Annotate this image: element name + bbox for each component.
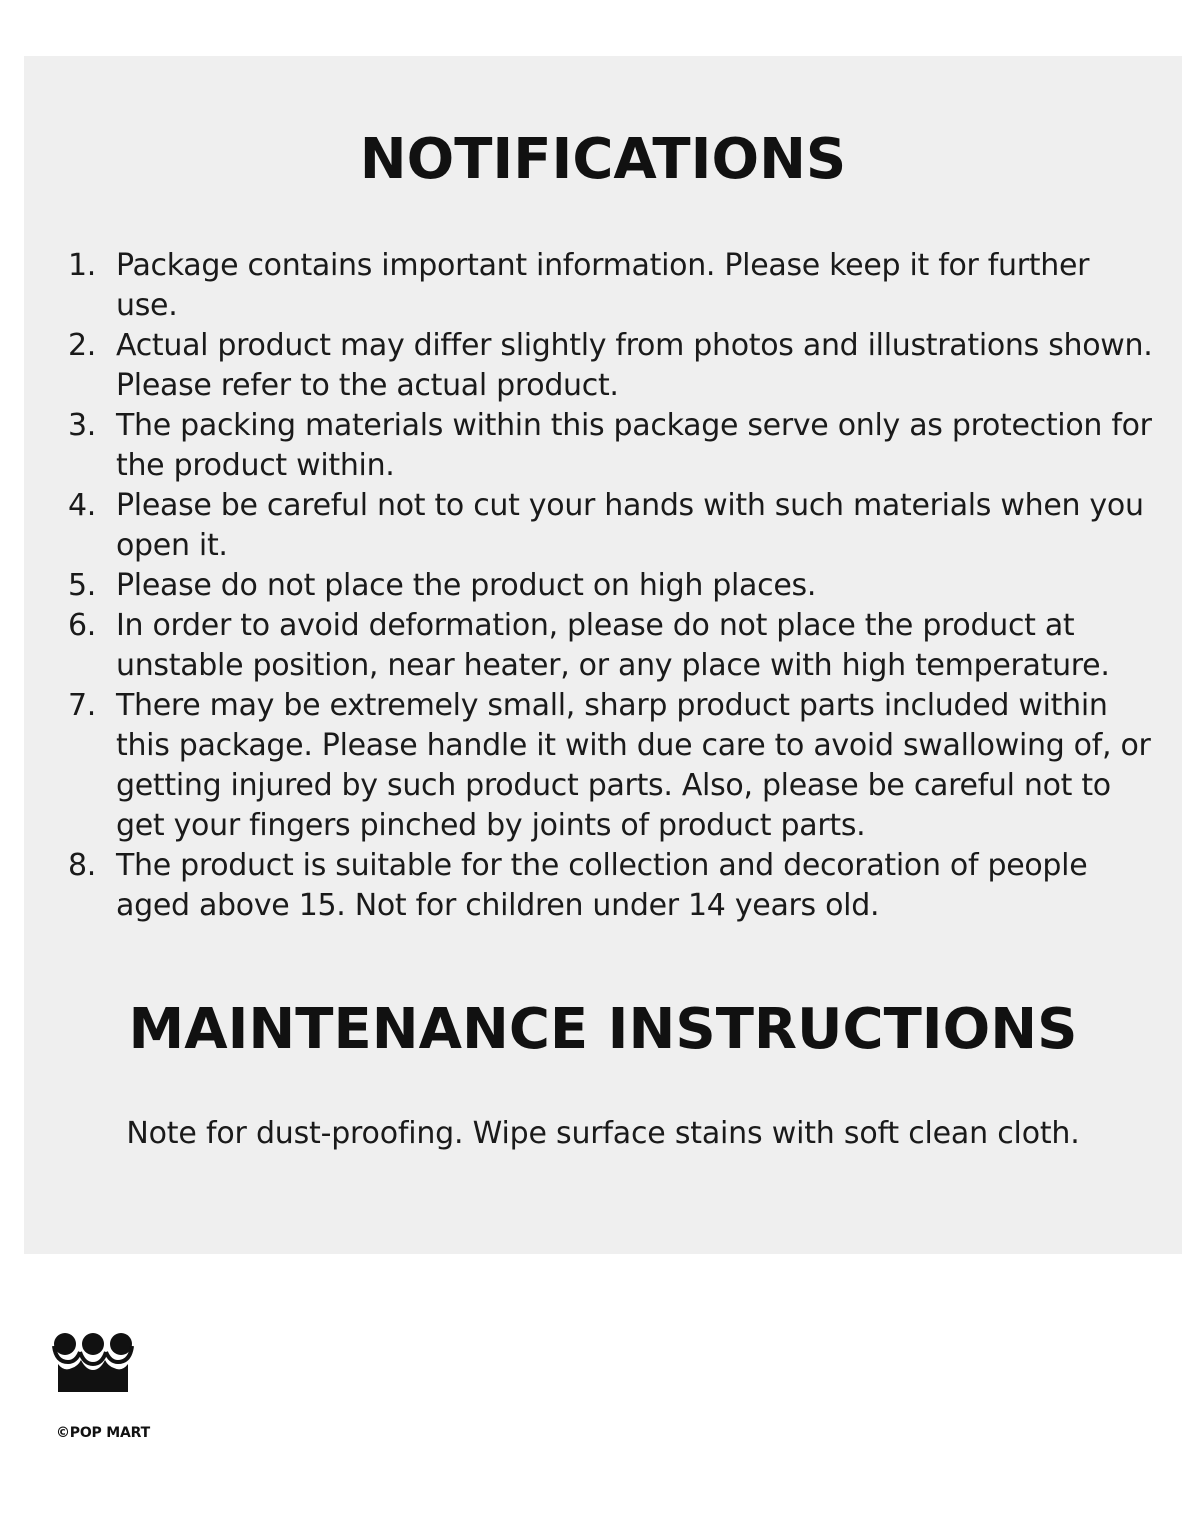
list-item-text: The product is suitable for the collection and decoration of people aged above 15. Not for children under 14 years old. [116,848,1088,923]
list-item-number: 3. [68,408,97,443]
copyright-text: ©POP MART [56,1425,150,1441]
list-item [68,486,1158,566]
list-item-number: 4. [68,488,97,523]
list-item-number: 2. [68,328,97,363]
notifications-title: NOTIFICATIONS [359,127,847,192]
pop-mart-crown-icon [52,1330,134,1392]
list-item-number: 1. [68,248,97,283]
list-item [68,846,1158,926]
list-item [68,686,1158,846]
list-item-number: 6. [68,608,97,643]
notifications-list [68,246,1158,926]
list-item-text: Package contains important information. Please keep it for further use. [116,248,1090,323]
list-item-number: 8. [68,848,97,883]
list-item [68,606,1158,686]
list-item [68,566,1158,606]
list-item-number: 7. [68,688,97,723]
list-item-text: The packing materials within this package serve only as protection for the product within. [116,408,1152,483]
list-item-text: In order to avoid deformation, please do not place the product at unstable position, near heater, or any place with high temperature. [116,608,1110,683]
list-item [68,326,1158,406]
list-item [68,406,1158,486]
info-panel [24,56,1182,1254]
list-item-text: Please be careful not to cut your hands with such materials when you open it. [116,488,1144,563]
list-item-text: There may be extremely small, sharp product parts included within this package. Please handle it with due care to avoid swallowing of, or getting injured by such product parts. Also, please be careful not to get your fingers pinched by joints of product parts. [116,688,1151,843]
list-item-number: 5. [68,568,97,603]
maintenance-text: Note for dust-proofing. Wipe surface stains with soft clean cloth. [126,1116,1080,1151]
list-item-text: Actual product may differ slightly from photos and illustrations shown. Please refer to the actual product. [116,328,1153,403]
list-item [68,246,1158,326]
maintenance-title: MAINTENANCE INSTRUCTIONS [128,997,1078,1062]
list-item-text: Please do not place the product on high places. [116,568,817,603]
